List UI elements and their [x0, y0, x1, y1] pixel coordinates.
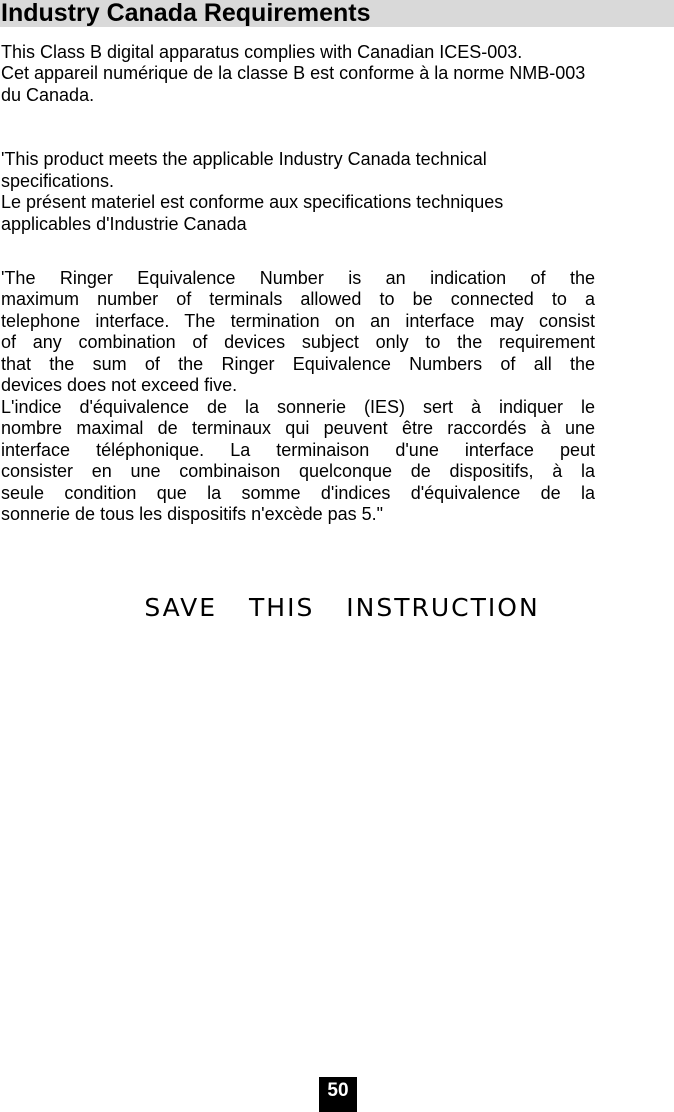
page-number: 50 [319, 1077, 357, 1112]
text-line: devices does not exceed five. [1, 375, 238, 395]
text-line: du Canada. [1, 85, 95, 105]
text-line: Le présent materiel est conforme aux specifications techniques [1, 192, 504, 212]
text-line: of any combination of devices subject only to the requirement [1, 332, 595, 352]
page-title: Industry Canada Requirements [1, 0, 371, 27]
text-line: This Class B digital apparatus complies with Canadian ICES-003. [1, 42, 523, 62]
text-line: that the sum of the Ringer Equivalence Numbers of all the [1, 354, 595, 374]
text-line: seule condition que la somme d'indices d'équivalence de la [1, 483, 595, 503]
text-line: nombre maximal de terminaux qui peuvent être raccordés à une [1, 418, 595, 438]
text-line: Cet appareil numérique de la classe B est conforme à la norme NMB-003 [1, 63, 586, 83]
text-line: 'The Ringer Equivalence Number is an indication of the [1, 268, 595, 288]
text-line: consister en une combinaison quelconque de dispositifs, à la [1, 461, 595, 481]
save-instruction-notice: SAVE THIS INSTRUCTION [144, 593, 540, 622]
text-line: sonnerie de tous les dispositifs n'excède pas 5." [1, 504, 384, 524]
text-line: L'indice d'équivalence de la sonnerie (IES) sert à indiquer le [1, 397, 595, 417]
text-line: maximum number of terminals allowed to be connected to a [1, 289, 595, 309]
section-header [0, 0, 674, 27]
text-line: specifications. [1, 171, 115, 191]
text-line: interface téléphonique. La terminaison d'une interface peut [1, 440, 595, 460]
text-line: 'This product meets the applicable Industry Canada technical [1, 149, 487, 169]
text-line: applicables d'Industrie Canada [1, 214, 247, 234]
text-line: telephone interface. The termination on an interface may consist [1, 311, 595, 331]
